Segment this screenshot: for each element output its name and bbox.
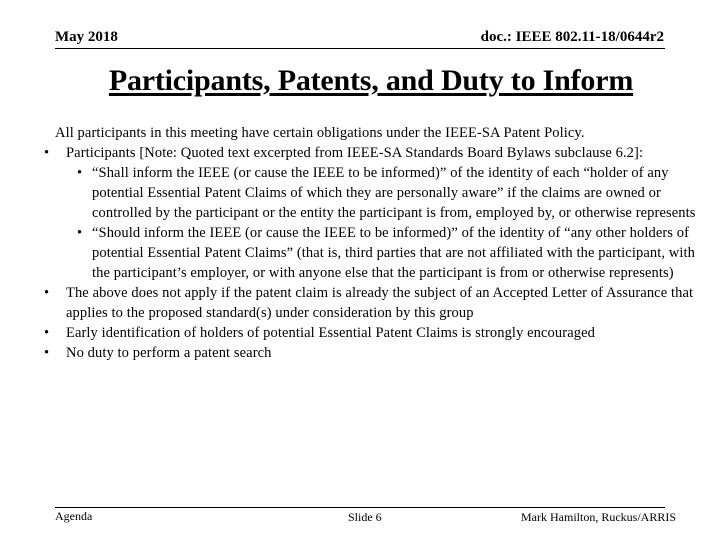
bullet-icon: • [77, 225, 83, 241]
bullet-text: The above does not apply if the patent claim is already the subject of an Accepted Letter of Assurance that applies to the proposed standard(s) under consideration by this group [66, 285, 694, 321]
bullet-text: Early identification of holders of potential Essential Patent Claims is strongly encouraged [66, 325, 595, 341]
slide-title: Participants, Patents, and Duty to Inform [108, 64, 634, 97]
sub-bullet-text: “Should inform the IEEE (or cause the IEEE to be informed)” of the identity of “any other holders of potential Essential Patent Claims” (that is, third parties that are not affiliated with the participant, with the participant’s employer, or with anyone else that the participant is from or otherwise represents) [92, 225, 695, 281]
bullet-text: Participants [Note: Quoted text excerpted from IEEE-SA Standards Board Bylaws subclause 6.2]: [66, 145, 644, 161]
slide-body [30, 123, 716, 363]
sub-bullet-item [30, 223, 716, 283]
bullet-item [30, 143, 716, 163]
slide-number: Slide 6 [348, 510, 382, 524]
sub-bullet-text: “Shall inform the IEEE (or cause the IEEE to be informed)” of the identity of each “holder of any potential Essential Patent Claims of which they are personally aware” if the claims are owned or controlled by the participant or the entity the participant is from, employed by, or otherwise represents [92, 165, 696, 221]
bullet-text: No duty to perform a patent search [66, 345, 272, 361]
header-doc-id: doc.: IEEE 802.11-18/0644r2 [480, 29, 664, 45]
bullet-icon: • [77, 165, 83, 181]
header-date: May 2018 [55, 29, 118, 45]
bullet-item [30, 343, 716, 363]
bullet-item [30, 283, 716, 323]
bullet-icon: • [44, 325, 50, 341]
bullet-item [30, 323, 716, 343]
footer-author: Mark Hamilton, Ruckus/ARRIS [521, 510, 676, 524]
bullet-icon: • [44, 285, 50, 301]
bullet-icon: • [44, 345, 50, 361]
sub-bullet-item [30, 163, 716, 223]
bullet-icon: • [44, 145, 50, 161]
footer-divider [55, 507, 665, 508]
header-divider [55, 48, 665, 49]
intro-text: All participants in this meeting have certain obligations under the IEEE-SA Patent Policy. [55, 125, 585, 141]
footer-left: Agenda [55, 509, 93, 523]
